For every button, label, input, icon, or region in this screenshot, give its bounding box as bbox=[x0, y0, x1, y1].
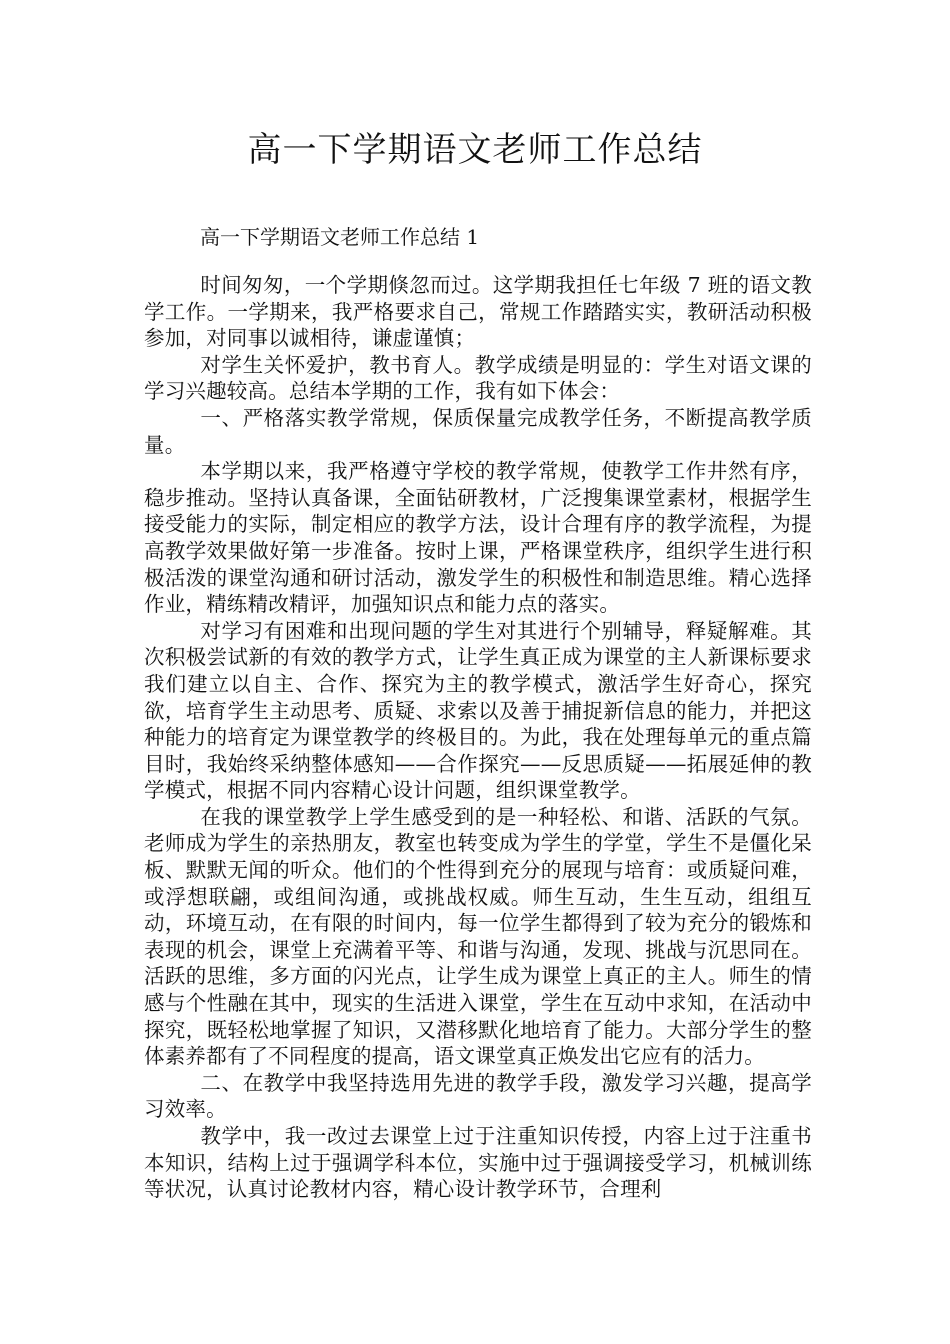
paragraph: 时间匆匆，一个学期倏忽而过。这学期我担任七年级 7 班的语文教学工作。一学期来，我严格要求自己，常规工作踏踏实实，教研活动积极参加，对同事以诚相待，谦虚谨慎； bbox=[144, 273, 812, 351]
paragraph: 二、在教学中我坚持选用先进的教学手段，激发学习兴趣，提高学习效率。 bbox=[144, 1070, 812, 1122]
document-title: 高一下学期语文老师工作总结 bbox=[247, 130, 703, 170]
document-body bbox=[144, 272, 812, 1203]
paragraph: 一、严格落实教学常规，保质保量完成教学任务，不断提高教学质量。 bbox=[144, 405, 812, 457]
section-heading: 高一下学期语文老师工作总结 1 bbox=[200, 225, 480, 249]
paragraph: 教学中，我一改过去课堂上过于注重知识传授，内容上过于注重书本知识，结构上过于强调学科本位，实施中过于强调接受学习，机械训练等状况，认真讨论教材内容，精心设计教学环节，合理利 bbox=[144, 1124, 812, 1202]
paragraph: 本学期以来，我严格遵守学校的教学常规，使教学工作井然有序，稳步推动。坚持认真备课，全面钻研教材，广泛搜集课堂素材，根据学生接受能力的实际，制定相应的教学方法，设计合理有序的教学流程，为提高教学效果做好第一步准备。按时上课，严格课堂秩序，组织学生进行积极活泼的课堂沟通和研讨活动，激发学生的积极性和制造思维。精心选择作业，精练精改精评，加强知识点和能力点的落实。 bbox=[144, 459, 812, 617]
paragraph: 对学习有困难和出现问题的学生对其进行个别辅导，释疑解难。其次积极尝试新的有效的教学方式，让学生真正成为课堂的主人新课标要求我们建立以自主、合作、探究为主的教学模式，激活学生好奇心，探究欲，培育学生主动思考、质疑、求索以及善于捕捉新信息的能力，并把这种能力的培育定为课堂教学的终极目的。为此，我在处理每单元的重点篇目时，我始终采纳整体感知——合作探究——反思质疑——拓展延伸的教学模式，根据不同内容精心设计问题，组织课堂教学。 bbox=[144, 618, 812, 803]
paragraph: 在我的课堂教学上学生感受到的是一种轻松、和谐、活跃的气氛。老师成为学生的亲热朋友，教室也转变成为学生的学堂，学生不是僵化呆板、默默无闻的听众。他们的个性得到充分的展现与培育：或质疑问难，或浮想联翩，或组间沟通，或挑战权威。师生互动，生生互动，组组互动，环境互动，在有限的时间内，每一位学生都得到了较为充分的锻炼和表现的机会，课堂上充满着平等、和谐与沟通，发现、挑战与沉思同在。活跃的思维，多方面的闪光点，让学生成为课堂上真正的主人。师生的情感与个性融在其中，现实的生活进入课堂，学生在互动中求知，在活动中探究，既轻松地掌握了知识，又潜移默化地培育了能力。大部分学生的整体素养都有了不同程度的提高，语文课堂真正焕发出它应有的活力。 bbox=[144, 804, 812, 1069]
paragraph: 对学生关怀爱护，教书育人。教学成绩是明显的：学生对语文课的学习兴趣较高。总结本学期的工作，我有如下体会： bbox=[144, 352, 812, 404]
